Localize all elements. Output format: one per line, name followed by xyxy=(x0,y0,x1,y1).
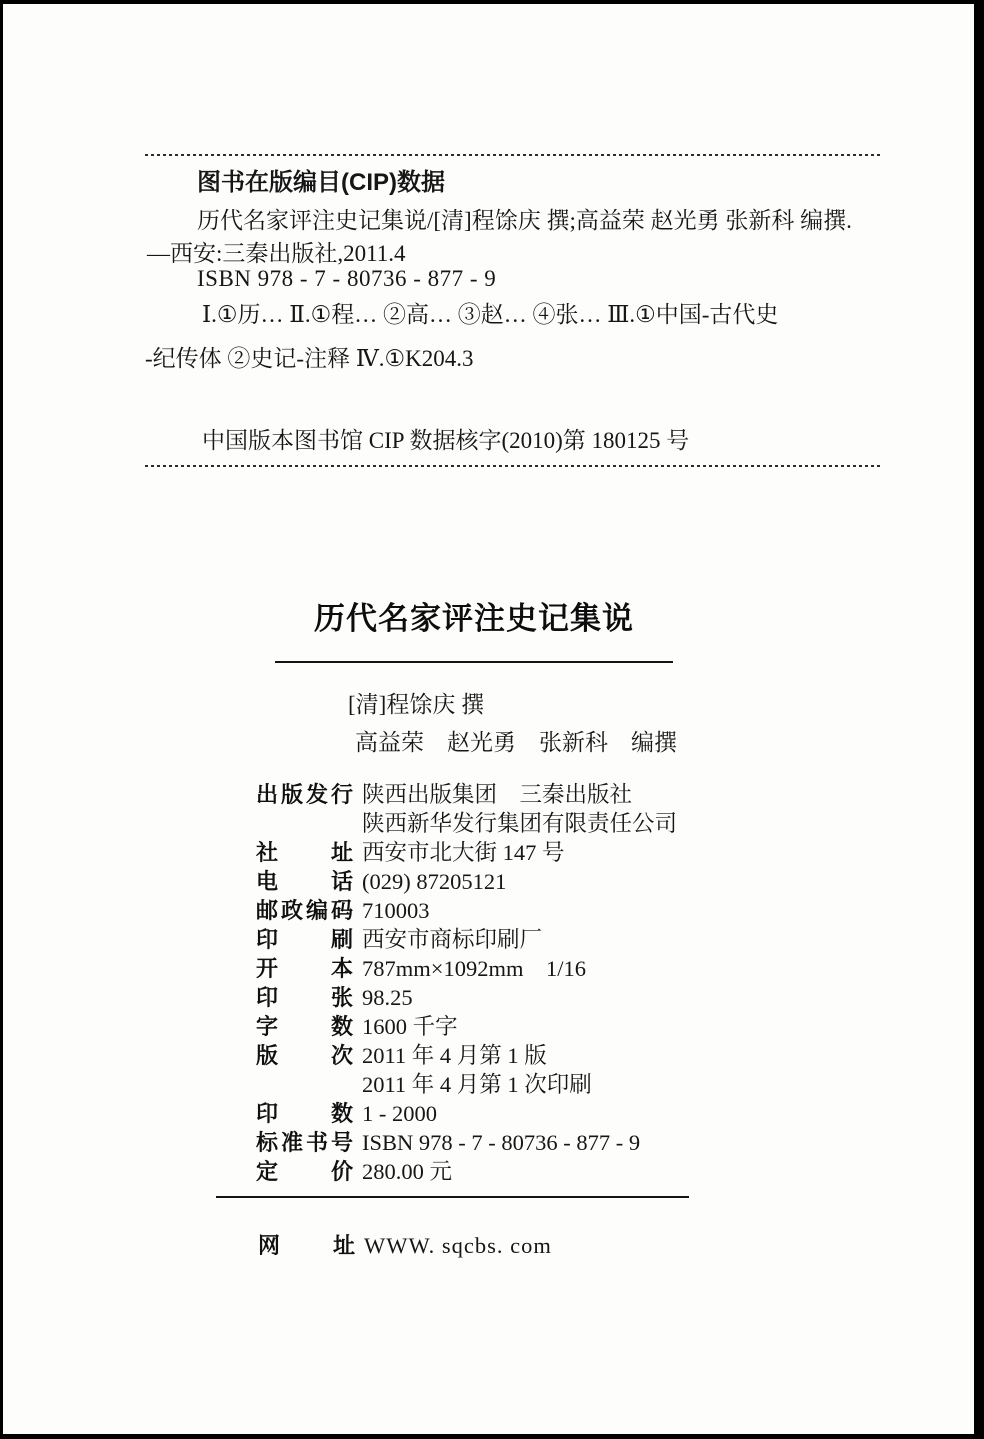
colophon-value xyxy=(362,1041,592,1099)
colophon-row-printrun xyxy=(256,1099,776,1128)
colophon-label: 电话 xyxy=(256,869,353,894)
colophon-row-edition xyxy=(256,1041,776,1099)
title-underline xyxy=(275,661,673,663)
colophon-value-line: 2011 年 4 月第 1 次印刷 xyxy=(362,1072,592,1097)
colophon-value-line: 陕西出版集团 三秦出版社 xyxy=(362,782,633,807)
colophon-row-wordcount xyxy=(256,1012,776,1041)
colophon-label: 邮政编码 xyxy=(256,898,353,923)
dotted-rule-bottom xyxy=(145,465,883,467)
colophon-label: 出版发行 xyxy=(256,782,353,807)
cip-registry-number: 中国版本图书馆 CIP 数据核字(2010)第 180125 号 xyxy=(202,428,690,453)
colophon-value: 98.25 xyxy=(362,985,413,1010)
cip-record-line2: —西安:三秦出版社,2011.4 xyxy=(147,241,406,266)
colophon-value: 西安市北大街 147 号 xyxy=(362,840,565,865)
colophon-table xyxy=(256,780,776,1186)
colophon-row-address xyxy=(256,838,776,867)
colophon-value: 787mm×1092mm 1/16 xyxy=(362,956,586,981)
cip-isbn: ISBN 978 - 7 - 80736 - 877 - 9 xyxy=(197,266,497,291)
cip-classification-line2: -纪传体 ②史记-注释 Ⅳ.①K204.3 xyxy=(145,346,474,371)
colophon-label: 开本 xyxy=(256,956,353,981)
colophon-value: 710003 xyxy=(362,898,430,923)
footer-rule xyxy=(216,1196,689,1198)
colophon-label: 社址 xyxy=(256,840,353,865)
colophon-row-sheets xyxy=(256,983,776,1012)
title-block xyxy=(275,601,673,663)
colophon-row-price xyxy=(256,1157,776,1186)
colophon-row-publisher xyxy=(256,780,776,838)
website-row xyxy=(258,1231,552,1260)
colophon-row-format xyxy=(256,954,776,983)
colophon-label: 印数 xyxy=(256,1101,353,1126)
website-url: WWW. sqcbs. com xyxy=(364,1233,552,1258)
colophon-label: 定价 xyxy=(256,1159,353,1184)
cip-heading: 图书在版编目(CIP)数据 xyxy=(197,169,445,196)
colophon-value: 280.00 元 xyxy=(362,1159,453,1184)
colophon-value-line: 陕西新华发行集团有限责任公司 xyxy=(362,811,678,836)
book-title: 历代名家评注史记集说 xyxy=(314,601,634,636)
cip-record-line1: 历代名家评注史记集说/[清]程馀庆 撰;高益荣 赵光勇 张新科 编撰. xyxy=(197,208,852,233)
colophon-row-postcode xyxy=(256,896,776,925)
author-original: [清]程馀庆 撰 xyxy=(348,692,485,717)
colophon-value: 1 - 2000 xyxy=(362,1101,437,1126)
colophon-label: 印张 xyxy=(256,985,353,1010)
colophon-label: 版次 xyxy=(256,1043,353,1068)
colophon-value: (029) 87205121 xyxy=(362,869,507,894)
colophon-row-isbn xyxy=(256,1128,776,1157)
colophon-value: 1600 千字 xyxy=(362,1014,458,1039)
author-editors: 高益荣 赵光勇 张新科 编撰 xyxy=(355,730,677,755)
colophon-row-printer xyxy=(256,925,776,954)
colophon-value-line: 2011 年 4 月第 1 版 xyxy=(362,1043,547,1068)
website-label: 网址 xyxy=(258,1233,355,1258)
colophon-value xyxy=(362,780,677,838)
colophon-label: 印刷 xyxy=(256,927,353,952)
colophon-value: ISBN 978 - 7 - 80736 - 877 - 9 xyxy=(362,1130,641,1155)
colophon-label: 字数 xyxy=(256,1014,353,1039)
colophon-row-phone xyxy=(256,867,776,896)
colophon-label: 标准书号 xyxy=(256,1130,353,1155)
colophon-value: 西安市商标印刷厂 xyxy=(362,927,543,952)
cip-block xyxy=(145,154,883,470)
cip-classification-line1: Ⅰ.①历… Ⅱ.①程… ②高… ③赵… ④张… Ⅲ.①中国-古代史 xyxy=(202,302,779,327)
dotted-rule-top xyxy=(145,154,883,156)
